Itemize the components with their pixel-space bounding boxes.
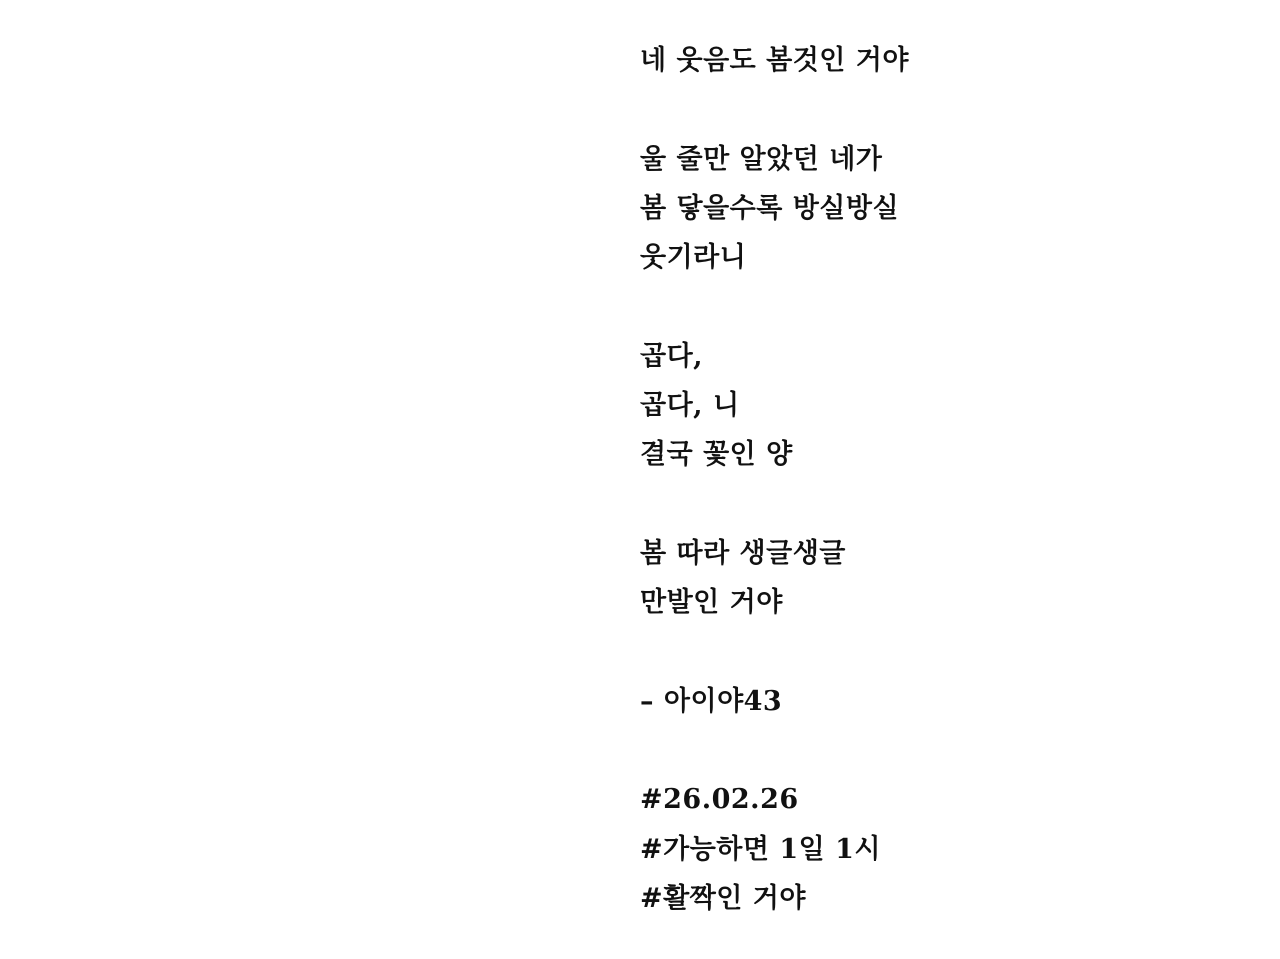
stanza-gap (640, 480, 1240, 529)
poem-line: 웃기라니 (640, 242, 747, 274)
hashtag: #가능하면 1일 1시 (640, 833, 881, 865)
poem-line: 봄 따라 생글생글 (640, 537, 846, 569)
poem-line: 봄 닿을수록 방실방실 (640, 192, 900, 224)
poem-line: 곱다, 니 (640, 390, 740, 422)
stanza-gap (640, 85, 1240, 134)
stanza-gap (640, 628, 1240, 677)
hashtag: #활짝인 거야 (640, 883, 806, 915)
stanza-gap (640, 282, 1240, 331)
poem-line: 곱다, (640, 340, 704, 372)
stanza-gap (640, 726, 1240, 775)
poem-line: 울 줄만 알았던 네가 (640, 143, 883, 175)
author-signature: – 아이야43 (640, 685, 783, 717)
poem-line: 만발인 거야 (640, 587, 783, 619)
hashtag-date: #26.02.26 (640, 784, 799, 816)
poem-line: 네 웃음도 봄것인 거야 (640, 45, 909, 76)
poem-body (640, 36, 1240, 923)
poem-line: 결국 꽃인 양 (640, 439, 793, 471)
